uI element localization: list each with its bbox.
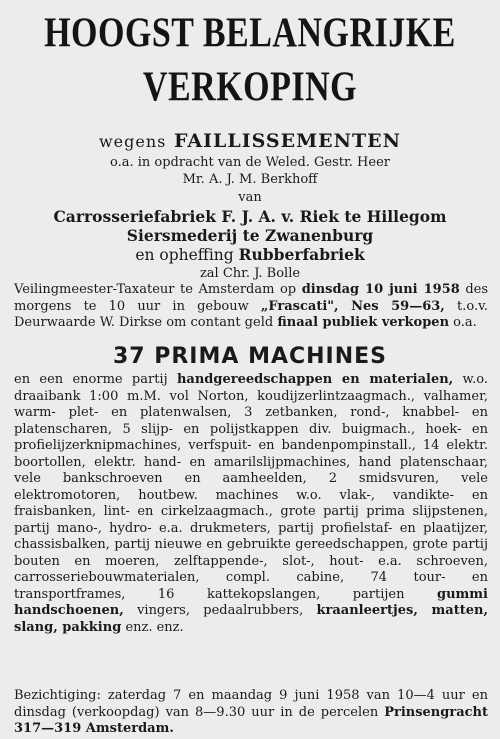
intro-d: „Frascati", Nes 59—63,: [260, 298, 445, 314]
intro-a: Veilingmeester-Taxateur te Amsterdam op: [14, 282, 297, 297]
inventory-paragraph: [14, 372, 488, 636]
company-line-3-bold: Rubberfabriek: [238, 245, 365, 264]
subheading-word: FAILLISSEMENTEN: [174, 130, 401, 152]
headline-line-1: HOOGST BELANGRIJKE: [44, 10, 456, 57]
company-line-2: Siersmederij te Zwanenburg: [126, 226, 374, 245]
viewing-paragraph: [14, 688, 488, 738]
inventory-t4: enz. enz.: [125, 619, 184, 635]
auctioneer-line: zal Chr. J. Bolle: [199, 266, 301, 281]
inventory-t3: vingers, pedaalrubbers,: [137, 603, 304, 618]
intro-c: des morgens te 10 uur in gebouw: [14, 282, 488, 314]
subheading: [0, 130, 500, 153]
company-line-1: Carrosseriefabriek F. J. A. v. Riek te Hillegom: [53, 207, 447, 226]
inventory-t1: en een enorme partij: [14, 372, 168, 387]
headline-line-2: VERKOPING: [142, 64, 358, 111]
subheading-lead: wegens: [98, 132, 167, 151]
machines-heading: 37 PRIMA MACHINES: [112, 344, 388, 369]
inventory-t2: w.o. draaibank 1:00 m.M. vol Norton, koudijzerlintzaagmach., valhamer, warm- plet- en platenwalsen, 3 zetbanken, rond-, knabbel- en platenscharen, 5 slijp- en polijstkappen div. buigmach., hoek- en profielijzerknipmachines, verfspuit- en bandenpompinstall., 14 elektr. boortollen, elektr. hand- en amarilslijpmachines, hand platenschaar, vele bankschroeven en aamheelden, 2 smidsvuren, vele elektromotoren, houtbew. machines w.o. vlak-, vandikte- en fraisbanken, lint- en cirkelzaagmach., grote partij prima slijpstenen, partij mano-, hydro- e.a. drukmeters, partij profielstaf- en plaatijzer, chassisbalken, partij nieuwe en gebruikte gereedschappen, grote partij bouten en moeren, zelftappende-, slot-, hout- e.a. schroeven, carrosseriebouwmaterialen, compl. cabine, 74 tour- en transportframes, 16 kattekopslangen, partijen: [14, 372, 488, 602]
intro-paragraph: [14, 282, 488, 332]
intro-b: dinsdag 10 juni 1958: [301, 282, 460, 297]
inventory-b1: handgereedschappen en materialen,: [176, 372, 454, 387]
inventory-b2: gummi handschoenen,: [14, 586, 488, 618]
intro-e: t.o.v. Deurwaarde W. Dirkse om contant geld: [14, 298, 489, 330]
intro-g: o.a.: [453, 315, 477, 330]
company-line-3-pre: en opheffing: [135, 246, 234, 264]
order-van: van: [238, 190, 262, 205]
company-line-3: [0, 246, 500, 264]
intro-f: finaal publiek verkopen: [277, 315, 450, 330]
order-line-1: o.a. in opdracht van de Weled. Gestr. Heer: [110, 155, 390, 170]
viewing-b: Prinsengracht 317—319 Amsterdam.: [14, 704, 488, 736]
viewing-a: Bezichtiging: zaterdag 7 en maandag 9 juni 1958 van 10—4 uur en dinsdag (verkoopdag) van 8—9.30 uur in de percelen: [14, 688, 488, 720]
order-line-2: Mr. A. J. M. Berkhoff: [182, 172, 318, 187]
inventory-b3: kraanleertjes, matten, slang, pakking: [14, 603, 488, 635]
